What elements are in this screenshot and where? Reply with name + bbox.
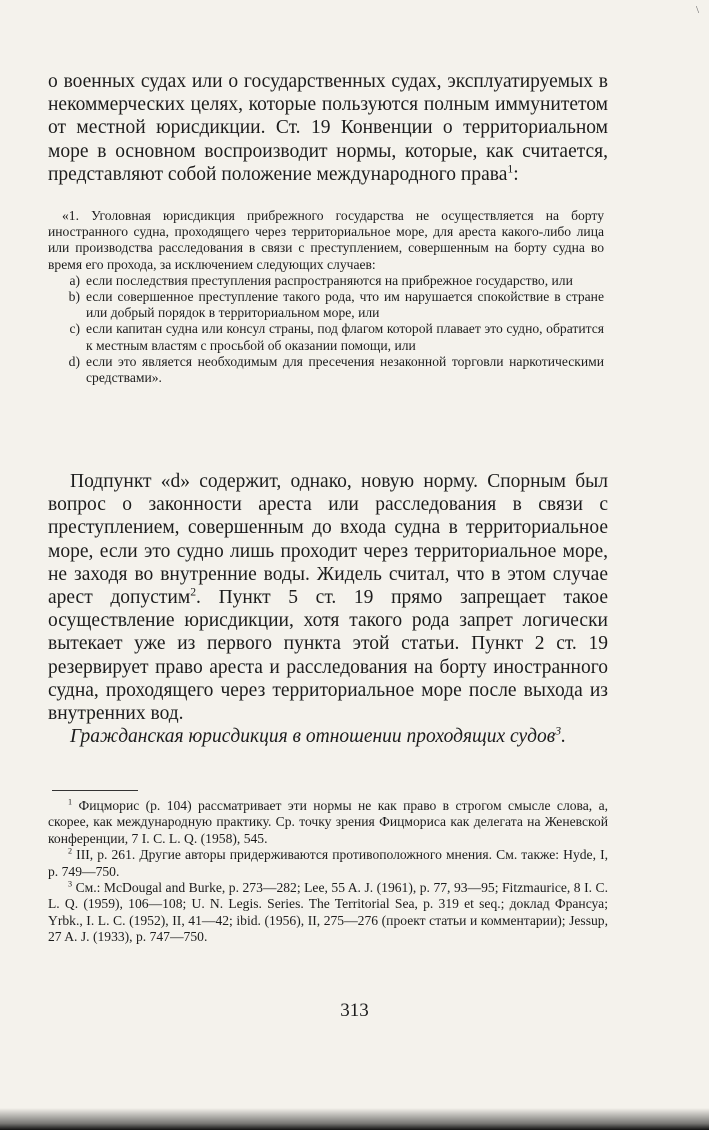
- item-marker: c): [69, 321, 80, 337]
- footnote-text: Фицморис (р. 104) рассматривает эти нормы не как право в строгом смысле слова, а, скорее, как международную практику. Ср. точку зрения Фицмориса как делегата на Женевской конференции, 7 I. C. L. Q. (1958), 545.: [48, 798, 609, 846]
- footnote-ref-1: 1: [507, 162, 514, 176]
- section-heading: [48, 725, 608, 748]
- footnote-ref-2: 2: [190, 585, 197, 599]
- quote-item-b: [48, 289, 604, 321]
- footnote-text: См.: McDougal and Burke, p. 273—282; Lee, 55 A. J. (1961), p. 77, 93—95; Fitzmaurice, 8 I. C. L. Q. (1959), 106—108; U. N. Legis. Series. The Territorial Sea, p. 319 et seq.; доклад Франсуа; Yrbk., I. L. C. (1952), II, 41—42; ibid. (1956), II, 275—276 (проект статьи и комментарии); Jessup, 27 A. J. (1933), р. 747—750.: [48, 880, 608, 945]
- footnote-ref-3: 3: [555, 724, 562, 738]
- scan-shadow-edge: [0, 1108, 709, 1130]
- quote-item-a: [48, 273, 604, 289]
- footnote-number: 3: [68, 879, 73, 889]
- item-marker: a): [69, 272, 80, 288]
- page-number: 313: [340, 1000, 369, 1021]
- item-text: если это является необходимым для пресечения незаконной торговли наркотическими средствами».: [86, 353, 604, 386]
- item-text: если совершенное преступление такого рода, что им нарушается спокойствие в стране или добрый порядок в территориальном море, или: [86, 289, 604, 321]
- quote-item-c: [48, 321, 604, 353]
- footnote-number: 2: [68, 846, 73, 856]
- quote-item-d: [48, 354, 604, 386]
- footnote-divider: [52, 790, 138, 791]
- footnote-text: III, р. 261. Другие авторы придерживаются противоположного мнения. См. также: Hyde, I, p. 749—750.: [48, 847, 609, 879]
- footnotes: [48, 798, 608, 946]
- item-marker: d): [68, 353, 80, 369]
- discussion-section: [48, 470, 608, 748]
- item-text: если капитан судна или консул страны, под флагом которой плавает это судно, обратится к местным властям с просьбой об оказании помощи, или: [86, 321, 604, 353]
- heading-period: .: [561, 726, 566, 748]
- opening-text: о военных судах или о государственных судах, эксплуатируемых в некоммерческих целях, которые пользуются полным иммунитетом от местной юрисдикции. Ст. 19 Конвенции о территориальном море в основном воспроизводит нормы, которые, как считается, представляют собой положение международного права: [48, 71, 608, 185]
- quote-intro: «1. Уголовная юрисдикция прибрежного государства не осуществляется на борту иностранного судна, проходящего через территориальное море, для ареста какого-либо лица или производства расследования в связи с преступлением, совершенным на борту судна во время его прохода, за исключением следующих случаев:: [48, 208, 604, 272]
- quote-list: [48, 273, 604, 386]
- footnote-2: [48, 847, 608, 880]
- discussion-text: Подпункт «d» содержит, однако, новую норму. Спорным был вопрос о законности ареста или расследования в связи с преступлением, совершенным до входа судна в территориальное море, если это судно лишь проходит через территориальное море, не заходя во внутренние воды. Жидель считал, что в этом случае арест допустим: [48, 471, 608, 609]
- article-quote: [48, 208, 604, 386]
- footnote-1: [48, 798, 608, 847]
- item-marker: b): [68, 289, 80, 305]
- opening-paragraph: [48, 70, 608, 186]
- scan-corner-mark: \: [695, 4, 699, 16]
- footnote-3: [48, 880, 608, 946]
- opening-colon: :: [513, 163, 519, 185]
- discussion-paragraph: [48, 470, 608, 725]
- discussion-rest: . Пункт 5 ст. 19 прямо запрещает такое осуществление юрисдикции, хотя такого рода запрет логически вытекает уже из первого пункта этой статьи. Пункт 2 ст. 19 резервирует право ареста и расследования на борту иностранного судна, проходящего через территориальное море после выхода из внутренних вод.: [48, 587, 608, 725]
- item-text: если последствия преступления распространяются на прибрежное государство, или: [86, 272, 573, 288]
- footnote-number: 1: [68, 797, 73, 807]
- heading-text: Гражданская юрисдикция в отношении проходящих судов: [70, 726, 556, 748]
